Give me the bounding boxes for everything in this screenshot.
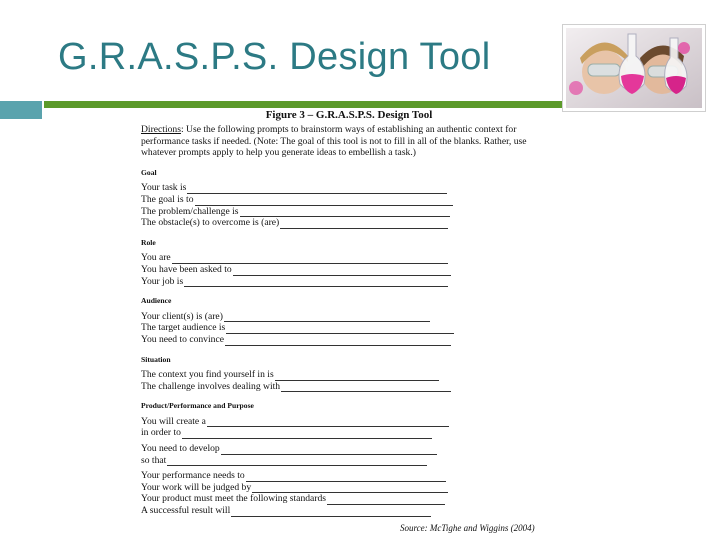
prompt-label: The context you find yourself in is (141, 369, 274, 381)
section-heading-audience: Audience (141, 296, 172, 306)
prompt-label: The obstacle(s) to overcome is (are) (141, 217, 280, 229)
directions-line-1: : Use the following prompts to brainstorm ways of establishing an authentic context for (180, 124, 517, 135)
audience-prompt-client (141, 311, 561, 323)
prompt-label: The challenge involves dealing with (141, 380, 281, 392)
blank-line (167, 457, 427, 466)
situation-prompt-context (141, 369, 561, 381)
directions-line-2: performance tasks if needed. (Note: The goal of this tool is not to fill in all of the blanks. Rather, use (141, 135, 527, 147)
product-prompt-so-that (141, 455, 561, 467)
document-title: Figure 3 – G.R.A.S.P.S. Design Tool (265, 109, 433, 121)
goal-prompt-task (141, 182, 561, 194)
prompt-label: You have been asked to (141, 263, 232, 275)
blank-line (246, 473, 446, 482)
blank-line (240, 208, 450, 217)
blank-line (233, 267, 451, 276)
section-heading-goal: Goal (141, 167, 157, 177)
blank-line (224, 313, 430, 322)
product-prompt-develop (141, 443, 561, 455)
section-heading-role: Role (141, 237, 156, 247)
blank-line (207, 418, 449, 427)
blank-line (281, 383, 451, 392)
blank-line (280, 220, 448, 229)
product-prompt-result (141, 505, 561, 517)
blank-line (226, 325, 454, 334)
blank-line (231, 508, 431, 517)
prompt-label: You need to develop (141, 443, 220, 455)
prompt-label: You need to convince (141, 333, 224, 345)
prompt-label: The target audience is (141, 322, 226, 334)
prompt-label: A successful result will (141, 505, 231, 517)
product-prompt-create (141, 416, 561, 428)
blank-line (327, 496, 445, 505)
prompt-label: You will create a (141, 415, 206, 427)
lab-photo (563, 25, 705, 111)
goal-prompt-goal (141, 194, 561, 206)
prompt-label: so that (141, 454, 167, 466)
blank-line (172, 255, 448, 264)
blank-line (275, 372, 439, 381)
goal-prompt-obstacle (141, 217, 561, 229)
role-prompt-asked (141, 264, 561, 276)
section-heading-product: Product/Performance and Purpose (141, 401, 254, 411)
accent-square (0, 101, 42, 119)
role-prompt-job (141, 276, 561, 288)
prompt-label: Your client(s) is (are) (141, 310, 223, 322)
product-prompt-performance (141, 470, 561, 482)
grasps-document (141, 124, 561, 517)
directions-line-3: whatever prompts apply to help you generate ideas to embellish a task.) (141, 147, 416, 159)
prompt-label: Your product must meet the following standards (141, 493, 327, 505)
prompt-label: Your job is (141, 275, 184, 287)
blank-line (182, 430, 432, 439)
blank-line (187, 185, 447, 194)
directions-text (141, 124, 561, 136)
audience-prompt-convince (141, 334, 561, 346)
goal-prompt-problem (141, 206, 561, 218)
blank-line (195, 197, 453, 206)
blank-line (221, 446, 437, 455)
prompt-label: in order to (141, 427, 181, 439)
situation-prompt-challenge (141, 381, 561, 393)
prompt-label: The problem/challenge is (141, 205, 239, 217)
product-prompt-order (141, 427, 561, 439)
audience-prompt-target (141, 322, 561, 334)
section-heading-situation: Situation (141, 354, 171, 364)
slide-title: G.R.A.S.P.S. Design Tool (58, 36, 491, 78)
product-prompt-standards (141, 493, 561, 505)
prompt-label: The goal is to (141, 193, 194, 205)
prompt-label: Your work will be judged by (141, 481, 252, 493)
prompt-label: Your task is (141, 182, 187, 194)
prompt-label: Your performance needs to (141, 470, 245, 482)
blank-line (225, 337, 451, 346)
product-prompt-judged (141, 482, 561, 494)
role-prompt-you-are (141, 252, 561, 264)
directions-label: Directions (141, 124, 181, 135)
source-citation: Source: McTighe and Wiggins (2004) (400, 523, 535, 533)
prompt-label: You are (141, 252, 171, 264)
blank-line (184, 278, 448, 287)
blank-line (252, 484, 448, 493)
